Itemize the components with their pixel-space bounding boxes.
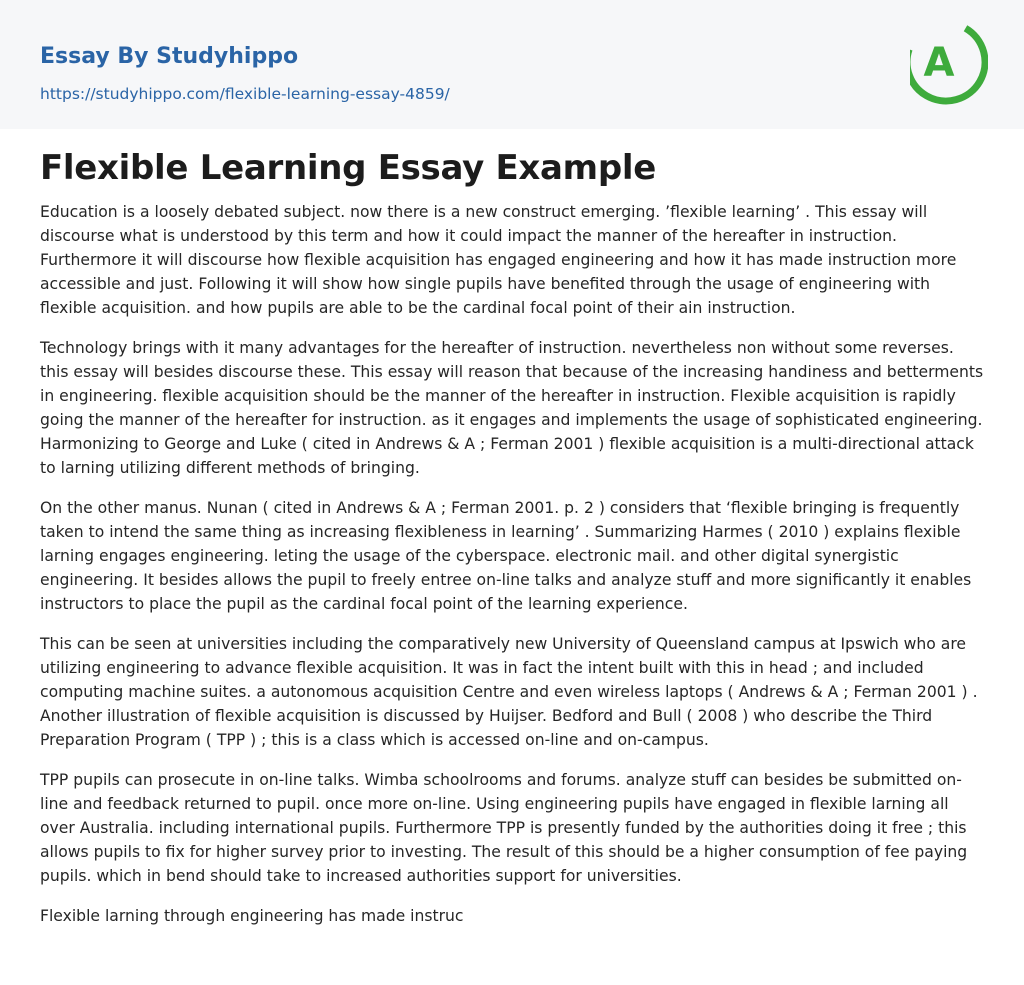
paragraph-2: Technology brings with it many advantages for the hereafter of instruction. nevertheless non without some reverses. this essay will besides discourse these. This essay will reason that because of the increasing handiness and betterments in engineering. flexible acquisition should be the manner of the hereafter in instruction. Flexible acquisition is rapidly going the manner of the hereafter for instruction. as it engages and implements the usage of sophisticated engineering. Harmonizing to George and Luke ( cited in Andrews & A ; Ferman 2001 ) flexible acquisition is a multi-directional attack to larning utilizing different methods of bringing. (40, 339, 984, 477)
article (40, 146, 984, 925)
studyhippo-logo-icon[interactable] (910, 18, 988, 106)
paragraph-3: On the other manus. Nunan ( cited in Andrews & A ; Ferman 2001. p. 2 ) considers that ‘flexible bringing is frequently taken to intend the same thing as increasing flexibleness in learning’ . Summarizing Harmes ( 2010 ) explains flexible larning engages engineering. leting the usage of the cyberspace. electronic mail. and other digital synergistic engineering. It besides allows the pupil to freely entree on-line talks and analyze stuff and more significantly it enables instructors to place the pupil as the cardinal focal point of the learning experience. (40, 499, 972, 613)
paragraph-1: Education is a loosely debated subject. now there is a new construct emerging. ’flexible learning’ . This essay will discourse what is understood by this term and how it could impact the manner of the hereafter in instruction. Furthermore it will discourse how flexible acquisition has engaged engineering and how it has made instruction more accessible and just. Following it will show how single pupils have benefited through the usage of engineering with flexible acquisition. and how pupils are able to be the cardinal focal point of their ain instruction. (40, 203, 957, 317)
source-url-link[interactable]: https://studyhippo.com/flexible-learning-essay-4859/ (40, 85, 450, 103)
paragraph-6-truncated: Flexible larning through engineering has made instruc (40, 907, 464, 925)
paragraph-4: This can be seen at universities including the comparatively new University of Queensland campus at Ipswich who are utilizing engineering to advance flexible acquisition. It was in fact the intent built with this in head ; and included computing machine suites. a autonomous acquisition Centre and even wireless laptops ( Andrews & A ; Ferman 2001 ) . Another illustration of flexible acquisition is discussed by Huijser. Bedford and Bull ( 2008 ) who describe the Third Preparation Program ( TPP ) ; this is a class which is accessed on-line and on-campus. (40, 635, 978, 749)
page-title: Flexible Learning Essay Example (40, 148, 656, 188)
logo-letter: A (923, 40, 955, 86)
site-header (0, 0, 1024, 129)
brand-title[interactable]: Essay By Studyhippo (40, 44, 299, 69)
paragraph-5: TPP pupils can prosecute in on-line talks. Wimba schoolrooms and forums. analyze stuff can besides be submitted on-line and feedback returned to pupil. once more on-line. Using engineering pupils have engaged in flexible larning all over Australia. including international pupils. Furthermore TPP is presently funded by the authorities doing it free ; this allows pupils to fix for higher survey prior to investing. The result of this should be a higher consumption of fee paying pupils. which in bend should take to increased authorities support for universities. (40, 771, 968, 885)
